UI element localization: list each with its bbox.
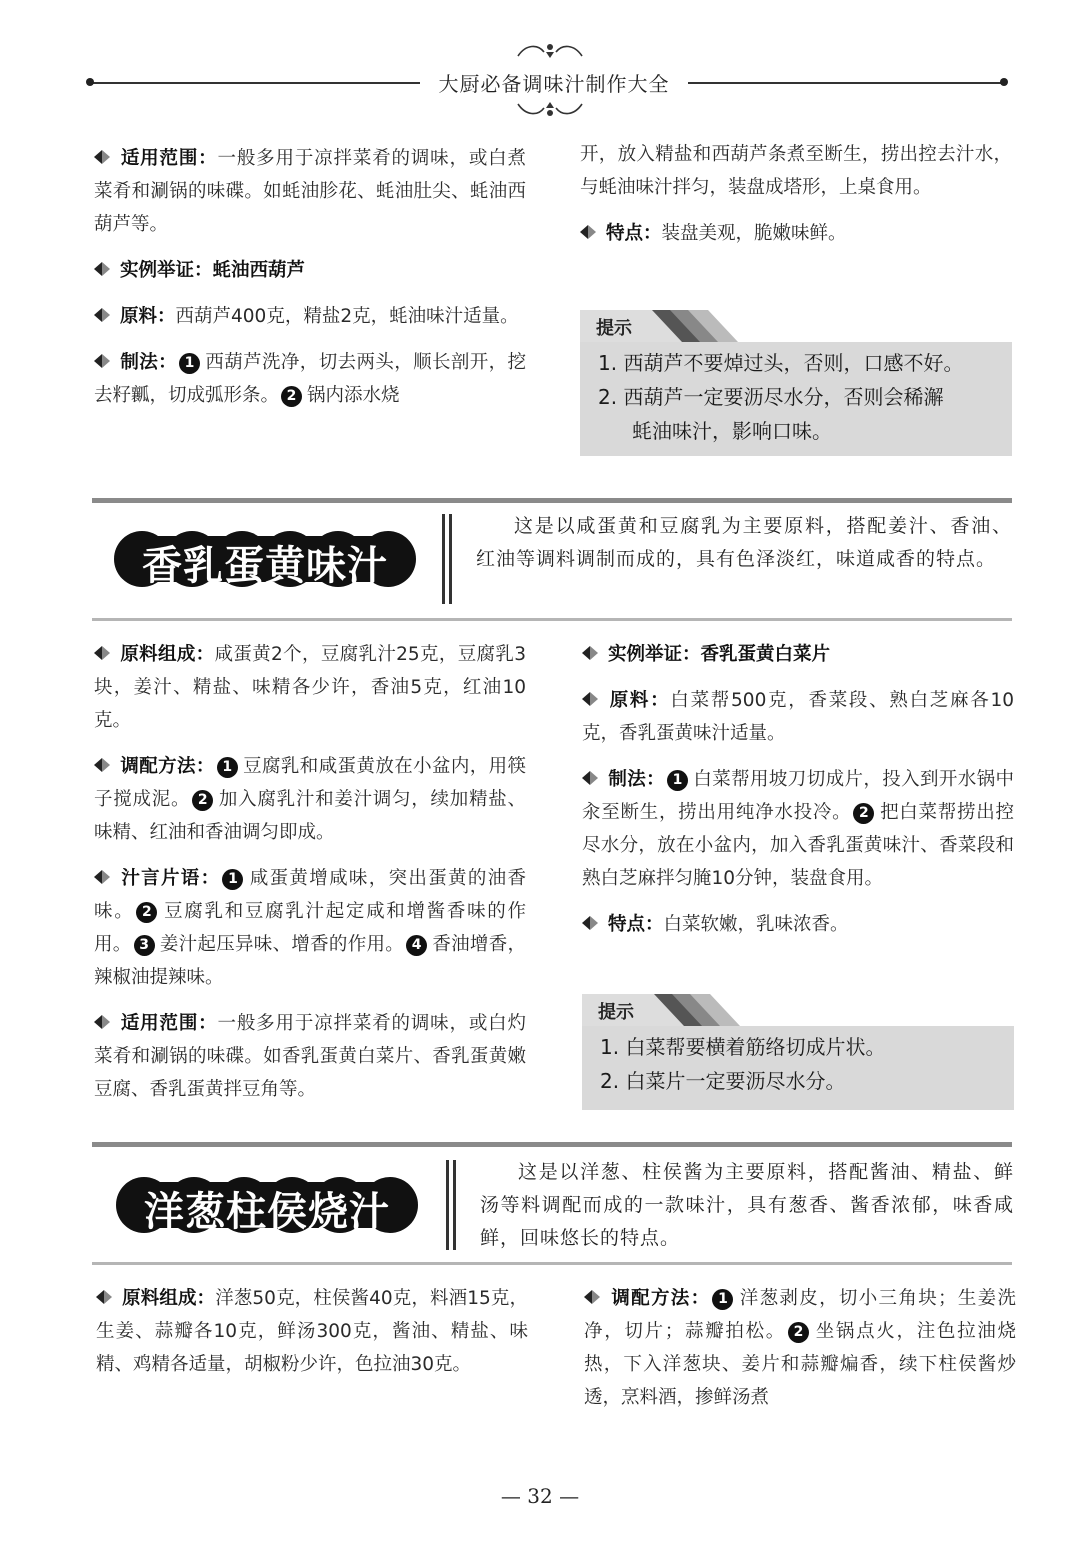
circled-number-icon: 2 [853, 803, 874, 824]
divider-bar [449, 514, 452, 604]
s2-intro [476, 510, 1012, 576]
section-band-bottom [92, 1262, 1012, 1265]
circled-number-icon: 2 [788, 1322, 809, 1343]
s2-ingredients [94, 638, 526, 737]
step-text: 姜汁起压异味、增香的作用。 [159, 934, 405, 955]
tip-line: 1. 西葫芦不要焯过头，否则，口感不好。 [598, 351, 964, 375]
circled-number-icon: 2 [281, 386, 302, 407]
stripe-tab-icon [644, 994, 744, 1026]
field-text: 西葫芦400克，精盐2克，蚝油味汁适量。 [175, 306, 519, 327]
intro-text: 这是以洋葱、柱侯酱为主要原料，搭配酱油、精盐、鲜汤等料调配而成的一款味汁，具有葱香、酱香浓郁，味香咸鲜，回味悠长的特点。 [480, 1161, 1014, 1249]
s1-ingredients [94, 300, 526, 333]
step-text: 把白菜帮捞出控尽水分，放在小盆内，加入香乳蛋黄味汁、香菜段和熟白芝麻拌匀腌10分钟，装盘食用。 [582, 802, 1014, 889]
s2-title-badge [114, 530, 416, 588]
circled-number-icon: 1 [179, 353, 200, 374]
header-dot-right [1000, 78, 1008, 86]
step-text: 坐锅点火，注色拉油烧热，下入洋葱块、姜片和蒜瓣煸香，续下柱侯酱炒透，烹料酒，掺鲜汤煮 [584, 1321, 1016, 1408]
field-label: 制法： [120, 352, 178, 373]
s3-left-column [96, 1282, 528, 1381]
tip-line: 1. 白菜帮要横着筋络切成片状。 [600, 1035, 886, 1059]
step-text: 香油增香，辣椒油提辣味。 [94, 934, 526, 988]
intro-text: 这是以咸蛋黄和豆腐乳为主要原料，搭配姜汁、香油、红油等调料调制而成的，具有色泽淡红，味道咸香的特点。 [476, 515, 1012, 570]
s1-example [94, 254, 526, 287]
step-text: 白菜帮用坡刀切成片，投入到开水锅中汆至断生，捞出用纯净水投冷。 [582, 769, 1014, 823]
s2-method [94, 750, 526, 849]
field-label: 特点： [606, 223, 662, 244]
header-title: 大厨必备调味汁制作大全 [438, 72, 670, 96]
tip-line: 2. 白菜片一定要沥尽水分。 [600, 1069, 846, 1093]
header-rule-left [90, 82, 420, 84]
diamond-bullet-icon [582, 770, 598, 786]
diamond-bullet-icon [582, 691, 598, 707]
field-text: 咸蛋黄2个，豆腐乳汁25克，豆腐乳3块，姜汁、精盐、味精各少许，香油5克，红油10克。 [94, 644, 526, 731]
section-band-bottom [92, 618, 1012, 621]
field-label: 原料： [120, 306, 176, 327]
divider-bar [446, 1160, 449, 1250]
step-text: 豆腐乳和咸蛋黄放在小盆内，用筷子搅成泥。 [94, 756, 526, 810]
s3-title-badge [116, 1176, 418, 1234]
field-label: 特点： [608, 914, 664, 935]
section-band-top [92, 498, 1012, 503]
field-text: 一般多用于凉拌菜肴的调味，或白灼菜肴和涮锅的味碟。如香乳蛋黄白菜片、香乳蛋黄嫩豆腐、香乳蛋黄拌豆角等。 [94, 1013, 526, 1100]
field-text: 洋葱50克，柱侯酱40克，料酒15克，生姜、蒜瓣各10克，鲜汤300克，酱油、精盐、味精、鸡精各适量，胡椒粉少许，色拉油30克。 [96, 1288, 528, 1375]
tip-label: 提示 [598, 1002, 634, 1023]
divider-bar [442, 514, 445, 604]
field-label: 调配方法： [610, 1288, 711, 1309]
diamond-bullet-icon [94, 645, 110, 661]
field-label: 制法： [608, 769, 666, 790]
circled-number-icon: 1 [217, 757, 238, 778]
s3-ingredients [96, 1282, 528, 1381]
s1-left-column [94, 142, 526, 412]
field-label: 原料组成： [122, 1288, 216, 1309]
circled-number-icon: 4 [406, 935, 427, 956]
tip-line: 蚝油味汁，影响口味。 [632, 419, 832, 443]
diamond-bullet-icon [94, 149, 110, 165]
header-dot-left [86, 78, 94, 86]
diamond-bullet-icon [94, 261, 110, 277]
field-label: 汁言片语： [120, 868, 221, 889]
s1-method-cont [580, 138, 1012, 204]
diamond-bullet-icon [94, 869, 110, 885]
field-label: 适用范围： [120, 1013, 218, 1034]
field-text: 香乳蛋黄白菜片 [700, 644, 831, 665]
tip-line: 2. 西葫芦一定要沥尽水分，否则会稀澥 [598, 385, 944, 409]
s2-left-column [94, 638, 526, 1106]
scroll-ornament-icon [510, 38, 590, 62]
field-label: 实例举证： [608, 644, 701, 665]
field-label: 调配方法： [120, 756, 215, 777]
header-rule-right [688, 82, 1004, 84]
s2-scope [94, 1007, 526, 1106]
field-text: 白菜软嫩，乳味浓香。 [663, 914, 849, 935]
s2-example [582, 638, 1014, 671]
tip-label: 提示 [596, 318, 632, 339]
s1-scope [94, 142, 526, 241]
s2-notes [94, 862, 526, 994]
scroll-ornament-icon [510, 98, 590, 122]
diamond-bullet-icon [584, 1289, 600, 1305]
s1-method [94, 346, 526, 412]
field-label: 实例举证： [120, 260, 213, 281]
field-text: 白菜帮500克，香菜段、熟白芝麻各10克，香乳蛋黄味汁适量。 [582, 690, 1014, 744]
field-text: 开，放入精盐和西葫芦条煮至断生，捞出控去汁水，与蚝油味汁拌匀，装盘成塔形，上桌食用。 [580, 144, 1012, 198]
diamond-bullet-icon [94, 757, 110, 773]
diamond-bullet-icon [582, 915, 598, 931]
s2-ex-method [582, 763, 1014, 895]
circled-number-icon: 3 [134, 935, 155, 956]
tip-body [580, 342, 1012, 456]
circled-number-icon: 1 [667, 770, 688, 791]
s1-right-column [580, 138, 1012, 250]
step-text: 豆腐乳和豆腐乳汁起定咸和增酱香味的作用。 [94, 901, 526, 955]
s3-right-column [584, 1282, 1016, 1414]
step-text: 西葫芦洗净，切去两头，顺长剖开，挖去籽瓤，切成弧形条。 [94, 352, 526, 406]
field-text: 蚝油西葫芦 [212, 260, 306, 281]
diamond-bullet-icon [94, 353, 110, 369]
circled-number-icon: 1 [222, 869, 243, 890]
field-label: 原料组成： [120, 644, 215, 665]
section-band-top [92, 1142, 1012, 1147]
s3-method [584, 1282, 1016, 1414]
circled-number-icon: 1 [712, 1289, 733, 1310]
s2-tip-box [582, 994, 1014, 1110]
s2-title: 香乳蛋黄味汁 [142, 543, 388, 589]
diamond-bullet-icon [96, 1289, 112, 1305]
diamond-bullet-icon [94, 1014, 110, 1030]
s1-feature [580, 217, 1012, 250]
stripe-tab-icon [642, 310, 742, 342]
step-text: 加入腐乳汁和姜汁调匀，续加精盐、味精、红油和香油调匀即成。 [94, 789, 526, 843]
divider-bar [453, 1160, 456, 1250]
circled-number-icon: 2 [136, 902, 157, 923]
circled-number-icon: 2 [192, 790, 213, 811]
page-number: — 32 — [500, 1484, 580, 1508]
diamond-bullet-icon [94, 307, 110, 323]
s2-feature [582, 908, 1014, 941]
field-label: 适用范围： [120, 148, 218, 169]
diamond-bullet-icon [580, 224, 596, 240]
diamond-bullet-icon [582, 645, 598, 661]
running-header [90, 32, 1004, 124]
field-label: 原料： [608, 690, 671, 711]
s2-right-column [582, 638, 1014, 941]
step-text: 锅内添水烧 [307, 385, 400, 406]
s1-tip-box [580, 310, 1012, 456]
s3-intro [480, 1156, 1014, 1255]
step-text: 洋葱剥皮，切小三角块；生姜洗净，切片；蒜瓣拍松。 [584, 1288, 1016, 1342]
tip-body [582, 1026, 1014, 1110]
s2-ex-ingredients [582, 684, 1014, 750]
s3-title: 洋葱柱侯烧汁 [144, 1189, 390, 1235]
step-text: 咸蛋黄增咸味，突出蛋黄的油香味。 [94, 868, 526, 922]
field-text: 装盘美观，脆嫩味鲜。 [661, 223, 847, 244]
field-text: 一般多用于凉拌菜肴的调味，或白煮菜肴和涮锅的味碟。如蚝油胗花、蚝油肚尖、蚝油西葫芦等。 [94, 148, 526, 235]
